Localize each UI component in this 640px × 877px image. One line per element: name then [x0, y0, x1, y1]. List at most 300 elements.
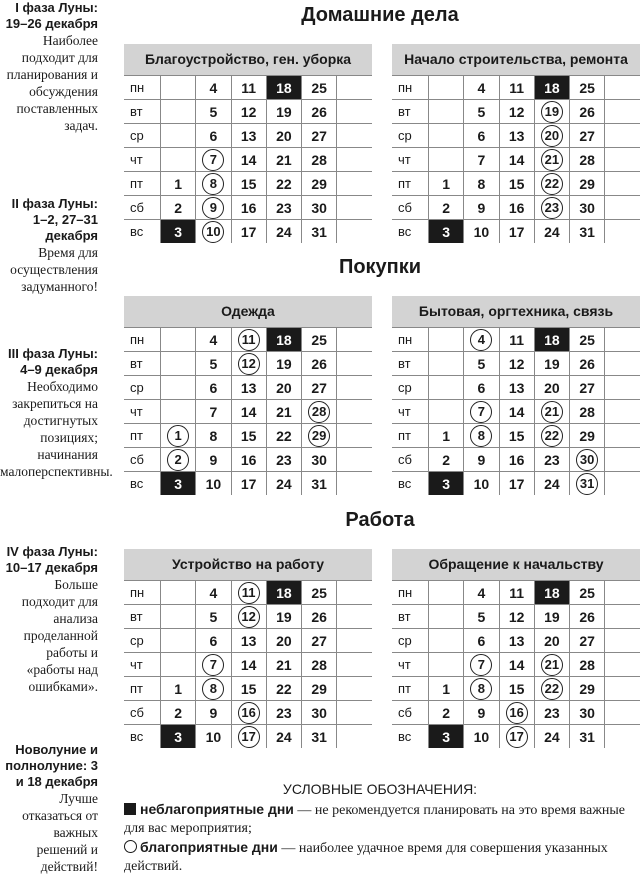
day-cell: 29	[302, 172, 337, 196]
weekday-label: вс	[124, 220, 161, 244]
day-cell: 4	[464, 76, 499, 100]
day-cell: 24	[266, 472, 301, 496]
favorable-day: 2	[167, 449, 189, 471]
day-cell: 11	[499, 581, 534, 605]
empty-cell	[161, 352, 196, 376]
calendar	[124, 296, 372, 495]
weekday-label: вт	[392, 605, 429, 629]
empty-cell	[161, 100, 196, 124]
favorable-day: 8	[202, 678, 224, 700]
day-cell: 10	[196, 725, 231, 749]
day-cell: 6	[464, 629, 499, 653]
empty-cell	[429, 148, 464, 172]
weekday-label: вт	[124, 605, 161, 629]
favorable-day: 16	[238, 702, 260, 724]
day-cell: 7	[196, 400, 231, 424]
day-cell	[464, 400, 499, 424]
favorable-day: 11	[238, 582, 260, 604]
day-cell: 13	[231, 376, 266, 400]
empty-cell	[605, 172, 640, 196]
empty-cell	[161, 605, 196, 629]
empty-cell	[429, 76, 464, 100]
day-cell: 19	[266, 352, 301, 376]
favorable-day: 22	[541, 678, 563, 700]
phase-text: Лучше отказаться от важных решений и действий!	[22, 791, 98, 874]
section-title: Домашние дела	[301, 4, 459, 26]
day-cell: 25	[570, 76, 605, 100]
phase-title: Новолуние и полнолуние: 3 и 18 декабря	[5, 742, 98, 789]
favorable-day: 29	[308, 425, 330, 447]
day-cell: 27	[570, 629, 605, 653]
circle-icon	[124, 840, 137, 853]
favorable-day: 8	[202, 173, 224, 195]
empty-cell	[337, 76, 372, 100]
weekday-label: вс	[392, 472, 429, 496]
empty-cell	[605, 124, 640, 148]
empty-cell	[605, 148, 640, 172]
day-cell: 13	[231, 629, 266, 653]
day-cell: 9	[464, 196, 499, 220]
weekday-label: сб	[392, 448, 429, 472]
day-cell: 15	[499, 424, 534, 448]
weekday-label: вт	[392, 352, 429, 376]
empty-cell	[605, 701, 640, 725]
favorable-day: 17	[238, 726, 260, 748]
phase-text: Наиболее подходит для планирования и обсуждения поставленных задач.	[6, 33, 98, 133]
empty-cell	[337, 725, 372, 749]
day-cell: 14	[231, 400, 266, 424]
day-cell: 21	[266, 653, 301, 677]
day-cell: 27	[302, 376, 337, 400]
day-cell: 3	[429, 220, 464, 244]
empty-cell	[429, 328, 464, 352]
weekday-label: вт	[392, 100, 429, 124]
day-cell: 14	[231, 148, 266, 172]
day-cell: 4	[196, 581, 231, 605]
weekday-label: пт	[124, 677, 161, 701]
day-cell: 25	[302, 328, 337, 352]
day-cell	[570, 448, 605, 472]
day-cell: 18	[534, 328, 569, 352]
day-cell: 12	[231, 100, 266, 124]
day-cell: 16	[231, 196, 266, 220]
day-cell: 17	[231, 472, 266, 496]
empty-cell	[429, 581, 464, 605]
empty-cell	[161, 376, 196, 400]
weekday-label: пн	[392, 581, 429, 605]
day-cell: 1	[161, 677, 196, 701]
day-cell	[499, 701, 534, 725]
day-cell: 31	[570, 220, 605, 244]
empty-cell	[605, 76, 640, 100]
day-cell: 24	[266, 220, 301, 244]
empty-cell	[605, 581, 640, 605]
weekday-label: чт	[392, 653, 429, 677]
day-cell	[534, 400, 569, 424]
day-cell: 3	[429, 472, 464, 496]
day-cell: 22	[266, 172, 301, 196]
weekday-label: сб	[392, 196, 429, 220]
day-cell: 28	[302, 148, 337, 172]
day-cell: 5	[464, 605, 499, 629]
day-cell	[196, 172, 231, 196]
empty-cell	[337, 100, 372, 124]
day-cell: 9	[464, 701, 499, 725]
favorable-day: 17	[506, 726, 528, 748]
empty-cell	[337, 220, 372, 244]
favorable-day: 30	[576, 449, 598, 471]
day-cell: 8	[196, 424, 231, 448]
day-cell: 27	[570, 124, 605, 148]
day-cell: 20	[266, 124, 301, 148]
day-cell	[302, 424, 337, 448]
weekday-label: ср	[124, 629, 161, 653]
empty-cell	[337, 172, 372, 196]
day-cell	[196, 653, 231, 677]
day-cell: 14	[231, 653, 266, 677]
favorable-day: 10	[202, 221, 224, 243]
empty-cell	[429, 352, 464, 376]
day-cell: 5	[196, 352, 231, 376]
empty-cell	[605, 448, 640, 472]
favorable-day: 12	[238, 606, 260, 628]
empty-cell	[337, 328, 372, 352]
day-cell: 27	[302, 629, 337, 653]
empty-cell	[161, 124, 196, 148]
legend-bad: неблагоприятные дни — не рекомендуется планировать на это время важные для вас мероприятия;	[124, 801, 625, 836]
phase-text: Необходимо закрепиться на достигнутых позициях; начинания малоперспективны.	[0, 379, 113, 479]
day-cell: 23	[266, 701, 301, 725]
weekday-label: ср	[124, 124, 161, 148]
empty-cell	[605, 629, 640, 653]
day-cell: 20	[534, 376, 569, 400]
phase-title: II фаза Луны: 1–2, 27–31 декабря	[11, 196, 98, 243]
empty-cell	[337, 448, 372, 472]
day-cell: 26	[570, 352, 605, 376]
day-cell	[534, 148, 569, 172]
favorable-day: 28	[308, 401, 330, 423]
day-cell: 2	[161, 701, 196, 725]
empty-cell	[605, 328, 640, 352]
day-cell: 16	[231, 448, 266, 472]
day-cell: 14	[499, 148, 534, 172]
favorable-day: 7	[470, 654, 492, 676]
empty-cell	[337, 629, 372, 653]
empty-cell	[605, 605, 640, 629]
calendar	[392, 44, 640, 243]
empty-cell	[161, 148, 196, 172]
empty-cell	[337, 196, 372, 220]
calendar	[124, 549, 372, 748]
weekday-label: чт	[124, 400, 161, 424]
empty-cell	[161, 653, 196, 677]
day-cell: 22	[266, 424, 301, 448]
day-cell: 20	[534, 629, 569, 653]
day-cell: 20	[266, 629, 301, 653]
day-cell: 17	[499, 220, 534, 244]
weekday-label: вт	[124, 352, 161, 376]
day-cell: 1	[161, 172, 196, 196]
day-cell: 16	[499, 196, 534, 220]
favorable-day: 21	[541, 401, 563, 423]
favorable-day: 8	[470, 425, 492, 447]
day-cell	[534, 653, 569, 677]
calendar	[392, 549, 640, 748]
calendar-title: Благоустройство, ген. уборка	[124, 44, 372, 75]
day-cell: 2	[429, 448, 464, 472]
calendar-title: Начало строительства, ремонта	[392, 44, 640, 75]
day-cell	[534, 196, 569, 220]
day-cell	[534, 100, 569, 124]
day-cell	[231, 581, 266, 605]
empty-cell	[605, 677, 640, 701]
day-cell: 9	[196, 448, 231, 472]
calendar-title: Одежда	[124, 296, 372, 327]
legend-good: благоприятные дни — наиболее удачное время для совершения указанных действий.	[124, 839, 608, 874]
calendar-title: Бытовая, оргтехника, связь	[392, 296, 640, 327]
day-cell: 14	[499, 400, 534, 424]
day-cell: 13	[499, 376, 534, 400]
weekday-label: сб	[392, 701, 429, 725]
day-cell: 24	[534, 220, 569, 244]
empty-cell	[605, 400, 640, 424]
day-cell	[570, 472, 605, 496]
empty-cell	[605, 220, 640, 244]
day-cell	[161, 424, 196, 448]
weekday-label: пн	[124, 581, 161, 605]
weekday-label: чт	[392, 400, 429, 424]
weekday-label: пн	[392, 76, 429, 100]
empty-cell	[605, 472, 640, 496]
day-cell: 28	[570, 148, 605, 172]
day-cell: 26	[302, 352, 337, 376]
favorable-day: 20	[541, 125, 563, 147]
day-cell: 3	[161, 472, 196, 496]
day-cell: 5	[196, 100, 231, 124]
empty-cell	[429, 100, 464, 124]
day-cell	[196, 196, 231, 220]
favorable-day: 22	[541, 173, 563, 195]
day-cell	[196, 220, 231, 244]
day-cell: 31	[302, 220, 337, 244]
empty-cell	[337, 605, 372, 629]
weekday-label: чт	[124, 148, 161, 172]
day-cell: 10	[464, 220, 499, 244]
empty-cell	[605, 725, 640, 749]
day-cell	[231, 328, 266, 352]
empty-cell	[429, 605, 464, 629]
day-cell: 15	[499, 172, 534, 196]
day-cell: 13	[231, 124, 266, 148]
day-cell: 18	[534, 76, 569, 100]
empty-cell	[429, 653, 464, 677]
day-cell: 25	[302, 581, 337, 605]
weekday-label: сб	[124, 196, 161, 220]
day-cell: 2	[429, 701, 464, 725]
favorable-day: 16	[506, 702, 528, 724]
day-cell	[196, 677, 231, 701]
day-cell: 10	[464, 725, 499, 749]
day-cell: 25	[570, 328, 605, 352]
weekday-label: вс	[124, 725, 161, 749]
moon-phase-2	[0, 196, 98, 295]
favorable-day: 31	[576, 473, 598, 495]
moon-phase-3	[0, 346, 113, 480]
day-cell: 9	[196, 701, 231, 725]
weekday-label: пт	[392, 424, 429, 448]
day-cell: 18	[266, 76, 301, 100]
weekday-label: сб	[124, 448, 161, 472]
empty-cell	[337, 148, 372, 172]
day-cell	[302, 400, 337, 424]
black-square-icon	[124, 803, 136, 815]
day-cell	[161, 448, 196, 472]
empty-cell	[429, 124, 464, 148]
day-cell: 16	[499, 448, 534, 472]
day-cell	[464, 424, 499, 448]
day-cell: 1	[429, 424, 464, 448]
day-cell: 29	[570, 424, 605, 448]
day-cell: 6	[464, 124, 499, 148]
day-cell: 11	[499, 76, 534, 100]
day-cell: 26	[302, 605, 337, 629]
weekday-label: пн	[392, 328, 429, 352]
empty-cell	[605, 352, 640, 376]
day-cell: 26	[570, 100, 605, 124]
day-cell: 11	[499, 328, 534, 352]
moon-phase-5	[0, 742, 98, 875]
empty-cell	[337, 424, 372, 448]
day-cell: 6	[196, 124, 231, 148]
day-cell: 23	[534, 701, 569, 725]
day-cell: 10	[196, 472, 231, 496]
day-cell: 4	[196, 76, 231, 100]
day-cell	[231, 605, 266, 629]
day-cell: 12	[499, 352, 534, 376]
calendar-title: Обращение к начальству	[392, 549, 640, 580]
day-cell: 11	[231, 76, 266, 100]
weekday-label: ср	[392, 124, 429, 148]
day-cell: 15	[231, 677, 266, 701]
day-cell: 29	[570, 172, 605, 196]
day-cell: 28	[570, 653, 605, 677]
day-cell: 29	[570, 677, 605, 701]
calendar	[124, 44, 372, 243]
day-cell: 30	[302, 701, 337, 725]
empty-cell	[337, 352, 372, 376]
favorable-day: 21	[541, 149, 563, 171]
weekday-label: чт	[124, 653, 161, 677]
day-cell	[464, 328, 499, 352]
day-cell: 24	[534, 725, 569, 749]
day-cell: 1	[429, 172, 464, 196]
day-cell	[534, 172, 569, 196]
favorable-day: 8	[470, 678, 492, 700]
day-cell: 5	[464, 100, 499, 124]
day-cell: 19	[266, 100, 301, 124]
day-cell: 15	[499, 677, 534, 701]
day-cell: 7	[464, 148, 499, 172]
empty-cell	[429, 629, 464, 653]
day-cell: 25	[302, 76, 337, 100]
day-cell: 4	[196, 328, 231, 352]
empty-cell	[337, 677, 372, 701]
day-cell: 30	[302, 448, 337, 472]
day-cell: 14	[499, 653, 534, 677]
empty-cell	[605, 196, 640, 220]
weekday-label: сб	[124, 701, 161, 725]
legend-title: УСЛОВНЫЕ ОБОЗНАЧЕНИЯ:	[282, 781, 478, 797]
moon-phase-1	[0, 0, 98, 134]
favorable-day: 11	[238, 329, 260, 351]
day-cell: 30	[570, 196, 605, 220]
day-cell: 12	[499, 100, 534, 124]
day-cell	[534, 424, 569, 448]
weekday-label: вс	[392, 725, 429, 749]
empty-cell	[337, 653, 372, 677]
moon-phase-4	[0, 544, 98, 695]
weekday-label: пт	[124, 172, 161, 196]
empty-cell	[337, 376, 372, 400]
empty-cell	[337, 400, 372, 424]
day-cell: 19	[534, 605, 569, 629]
day-cell: 21	[266, 400, 301, 424]
section-title: Работа	[345, 509, 415, 531]
day-cell: 23	[266, 196, 301, 220]
weekday-label: ср	[392, 629, 429, 653]
day-cell: 29	[302, 677, 337, 701]
section-title: Покупки	[338, 256, 422, 278]
day-cell: 25	[570, 581, 605, 605]
weekday-label: пн	[124, 76, 161, 100]
day-cell: 23	[534, 448, 569, 472]
calendar	[392, 296, 640, 495]
day-cell: 24	[266, 725, 301, 749]
empty-cell	[605, 376, 640, 400]
day-cell: 31	[302, 725, 337, 749]
day-cell: 3	[161, 725, 196, 749]
phase-text: Больше подходит для анализа проделанной работы и «работы над ошибками».	[21, 577, 98, 694]
day-cell: 13	[499, 629, 534, 653]
day-cell: 5	[196, 605, 231, 629]
empty-cell	[605, 424, 640, 448]
empty-cell	[161, 629, 196, 653]
legend	[120, 780, 640, 876]
day-cell: 9	[464, 448, 499, 472]
favorable-day: 7	[202, 654, 224, 676]
day-cell: 15	[231, 424, 266, 448]
empty-cell	[337, 124, 372, 148]
empty-cell	[429, 400, 464, 424]
empty-cell	[605, 653, 640, 677]
empty-cell	[161, 328, 196, 352]
empty-cell	[429, 376, 464, 400]
day-cell: 6	[464, 376, 499, 400]
day-cell: 27	[302, 124, 337, 148]
day-cell: 17	[231, 220, 266, 244]
day-cell: 28	[302, 653, 337, 677]
weekday-label: вт	[124, 100, 161, 124]
day-cell: 30	[302, 196, 337, 220]
weekday-label: вс	[392, 220, 429, 244]
phase-title: IV фаза Луны: 10–17 декабря	[5, 544, 98, 575]
day-cell: 2	[161, 196, 196, 220]
day-cell: 30	[570, 701, 605, 725]
empty-cell	[337, 701, 372, 725]
favorable-day: 23	[541, 197, 563, 219]
day-cell: 18	[534, 581, 569, 605]
day-cell: 17	[499, 472, 534, 496]
